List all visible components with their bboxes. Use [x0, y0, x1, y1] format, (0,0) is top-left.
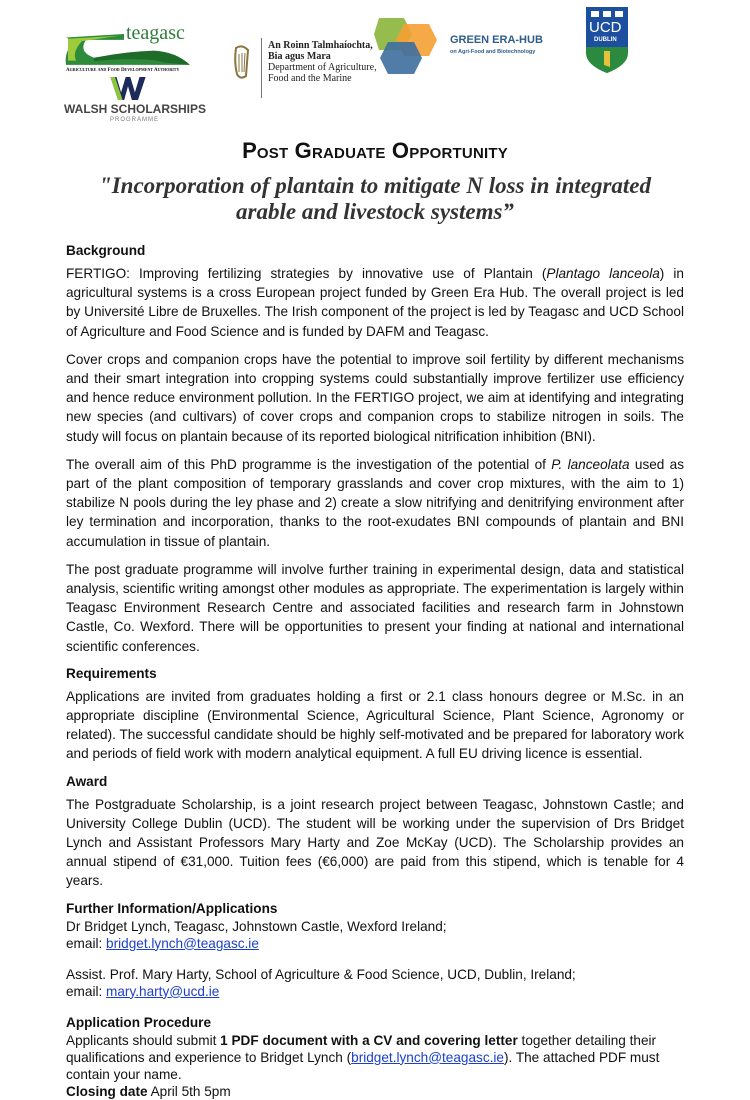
walsh-logo: [64, 102, 207, 132]
email-link-application[interactable]: bridget.lynch@teagasc.ie: [351, 1049, 504, 1065]
walsh-w-icon: [108, 77, 148, 100]
background-paragraph-1: [66, 264, 684, 341]
bold-text: 1 PDF document with a CV and covering letter: [220, 1032, 518, 1048]
ucd-sub: DUBLIN: [594, 37, 617, 43]
requirements-heading: Requirements: [66, 665, 157, 681]
document-body: [66, 242, 684, 1100]
application-heading: Application Procedure: [66, 1014, 212, 1030]
award-text: The Postgraduate Scholarship, is a joint research project between Teagasc, Johnstown Castle; and University College Dublin (UCD). The student will be working under the supervision of Drs Bridget Lynch and Assistant Professors Mary Harty and Zoe McKay (UCD). The Scholarship provides an annual stipend of €31,000. Tuition fees (€6,000) are paid from this stipend, which is tenable for 4 years.: [66, 796, 684, 889]
email-link-bridget[interactable]: bridget.lynch@teagasc.ie: [106, 935, 259, 951]
species-name: Plantago lanceola: [546, 266, 660, 281]
contact-mary: [66, 966, 684, 1000]
email-label: email:: [66, 935, 107, 951]
award-heading: Award: [66, 773, 108, 789]
background-paragraph-4: The post graduate programme will involve further training in experimental design, data and statistical analysis, scientific writing amongst other modules as appropriate. The experimentation is largely within Teagasc Environment Research Centre and associated facilities and research farm in Johnstown Castle, Co. Wexford. There will be opportunities to present your finding at national and international scientific conferences.: [66, 561, 684, 654]
hexagon-icon: [374, 16, 444, 76]
closing-value: April 5th 5pm: [147, 1083, 231, 1099]
further-info-heading: Further Information/Applications: [66, 900, 278, 916]
ucd-name: UCD: [589, 19, 622, 36]
teagasc-name: teagasc: [126, 22, 185, 44]
closing-label: Closing date: [66, 1083, 148, 1099]
subtitle-line1: "Incorporation of plantain to mitigate N loss in integrated: [98, 173, 652, 198]
ucd-logo: [584, 7, 630, 73]
text: ). The attached PDF must contain your name.: [66, 1049, 660, 1082]
closing-date: [66, 1083, 684, 1100]
dafm-line4: Food and the Marine: [268, 73, 352, 84]
contact-text: Dr Bridget Lynch, Teagasc, Johnstown Castle, Wexford Ireland;: [66, 918, 447, 934]
email-label: email:: [66, 983, 107, 999]
dafm-logo: [230, 38, 380, 98]
green-era-name: GREEN ERA-HUB: [450, 34, 543, 46]
dafm-line2: Bia agus Mara: [268, 51, 331, 62]
green-era-hub-logo: [374, 16, 554, 76]
teagasc-logo: [64, 22, 194, 76]
teagasc-tagline: Agriculture and Food Development Authority: [66, 68, 180, 73]
email-link-mary[interactable]: mary.harty@ucd.ie: [106, 983, 220, 999]
page-title: Post Graduate Opportunity: [242, 138, 508, 163]
requirements-text: Applications are invited from graduates holding a first or 2.1 class honours degree or M.Sc. in an appropriate discipline (Environmental Science, Agricultural Science, Plant Science, Agronomy or related). The successful candidate should be highly self-motivated and be prepared for laboratory work and periods of field work with modern analytical equipment. A full EU driving licence is essential.: [66, 688, 684, 762]
text: FERTIGO: Improving fertilizing strategies by innovative use of Plantain (: [66, 266, 547, 281]
walsh-sub: PROGRAMME: [110, 117, 160, 123]
subtitle-line2: arable and livestock systems”: [236, 199, 514, 224]
dafm-line3: Department of Agriculture,: [268, 62, 377, 73]
text: Applicants should submit: [66, 1032, 221, 1048]
background-heading: Background: [66, 243, 146, 258]
harp-icon: [232, 44, 252, 80]
contact-text: Assist. Prof. Mary Harty, School of Agriculture & Food Science, UCD, Dublin, Ireland;: [66, 966, 576, 982]
text: used as part of the plant composition of temporary grasslands and cover crop mixtures, with the aim to 1) stabilize N pools during the ley phase and 2) create a slow nitrifying and denitrifying environment after ley termination and incorporation, thanks to the root-exudates BNI compounds of plantain and BNI accumulation in tissue of plantain.: [66, 456, 685, 549]
background-paragraph-2: Cover crops and companion crops have the potential to improve soil fertility by different mechanisms and their smart integration into cropping systems could substantially improve fertilizer use efficiency and hence reduce environment pollution. In the FERTIGO project, we aim at identifying and integrating new species (and cultivars) of cover crops and companion crops to stabilize nitrogen in soils. The study will focus on plantain because of its reported biological nitrification inhibition (BNI).: [66, 351, 684, 444]
text: The overall aim of this PhD programme is the investigation of the potential of: [66, 456, 552, 472]
dafm-line1: An Roinn Talmhaíochta,: [268, 40, 373, 51]
text: ) in agricultural systems is a cross European project funded by Green Era Hub. The overall project is led by Université Libre de Bruxelles. The Irish component of the project is led by Teagasc and UCD School of Agriculture and Food Science and is funded by DAFM and Teagasc.: [66, 266, 684, 339]
walsh-name: WALSH SCHOLARSHIPS: [64, 102, 207, 116]
background-paragraph-3: [66, 455, 684, 551]
divider: [261, 38, 262, 98]
application-text: [66, 1032, 684, 1083]
text: together detailing their qualifications and experience to Bridget Lynch (: [66, 1032, 657, 1065]
subtitle: [0, 173, 750, 225]
species-name: P. lanceolata: [551, 456, 630, 472]
green-era-sub: on Agri-Food and Biotechnology: [450, 49, 536, 55]
contact-bridget: [66, 918, 684, 952]
